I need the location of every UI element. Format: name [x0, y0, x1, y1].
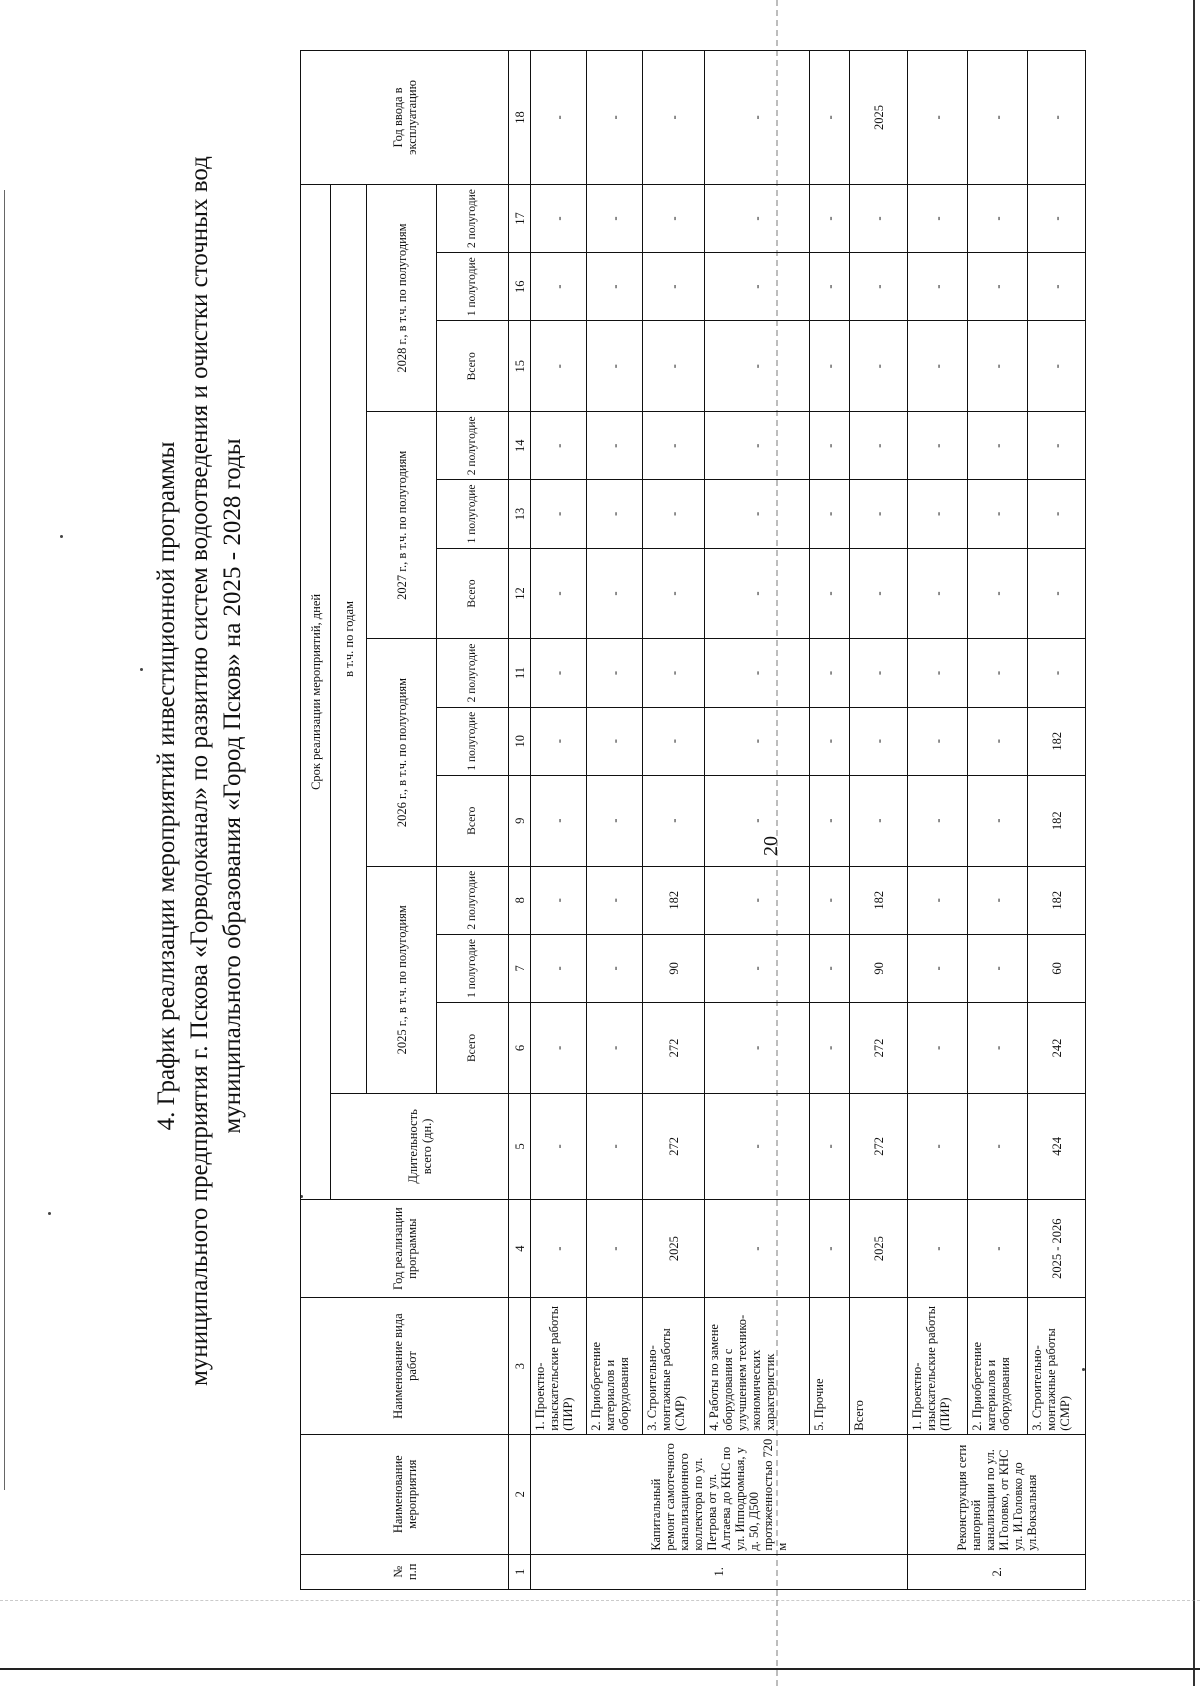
table-row: [810, 51, 850, 1590]
header-half-1: 1 полугодие: [437, 707, 509, 775]
period-days: -: [531, 548, 587, 639]
period-days: -: [705, 1003, 810, 1094]
column-number: 14: [509, 412, 531, 480]
period-days: -: [587, 707, 643, 775]
period-days: -: [968, 934, 1028, 1002]
table-row: [908, 51, 968, 1590]
column-number: 4: [509, 1199, 531, 1297]
period-days: 182: [850, 866, 908, 934]
period-days: -: [810, 184, 850, 252]
period-days: -: [810, 639, 850, 707]
period-days: -: [968, 866, 1028, 934]
header-commission: Год ввода в эксплуатацию: [301, 51, 509, 185]
period-days: -: [810, 707, 850, 775]
period-days: -: [587, 184, 643, 252]
column-number: 1: [509, 1554, 531, 1589]
table-row: [705, 51, 810, 1590]
duration-days: 424: [1028, 1093, 1086, 1199]
period-days: -: [531, 775, 587, 866]
period-days: -: [705, 412, 810, 480]
implementation-year: 2025: [643, 1199, 705, 1297]
work-type: 1. Проектно-изыскательские работы (ПИР): [908, 1298, 968, 1434]
table-row: [643, 51, 705, 1590]
period-days: -: [531, 934, 587, 1002]
header-deadline: Срок реализации мероприятий, дней: [301, 184, 331, 1199]
period-days: -: [810, 321, 850, 412]
period-days: -: [810, 775, 850, 866]
period-days: -: [908, 866, 968, 934]
period-days: -: [850, 412, 908, 480]
period-days: -: [705, 707, 810, 775]
header-half-2: 2 полугодие: [437, 639, 509, 707]
period-days: -: [587, 775, 643, 866]
period-days: -: [1028, 639, 1086, 707]
implementation-year: -: [908, 1199, 968, 1297]
header-duration: Длительность всего (дн.): [331, 1093, 509, 1199]
period-days: -: [850, 321, 908, 412]
period-days: -: [587, 639, 643, 707]
period-days: -: [810, 412, 850, 480]
period-days: -: [908, 321, 968, 412]
duration-days: -: [531, 1093, 587, 1199]
period-days: -: [968, 639, 1028, 707]
table-row: [531, 51, 587, 1590]
column-number: 5: [509, 1093, 531, 1199]
period-days: -: [908, 480, 968, 548]
column-number: 2: [509, 1434, 531, 1554]
table-row: [850, 51, 908, 1590]
header-work-type: Наименование вида работ: [301, 1298, 509, 1434]
period-days: 182: [1028, 775, 1086, 866]
period-days: -: [968, 321, 1028, 412]
header-half-2: 2 полугодие: [437, 184, 509, 252]
period-days: -: [643, 775, 705, 866]
period-days: -: [531, 707, 587, 775]
period-days: -: [908, 639, 968, 707]
period-days: -: [850, 184, 908, 252]
period-days: -: [908, 253, 968, 321]
period-days: -: [810, 934, 850, 1002]
period-days: -: [908, 934, 968, 1002]
period-days: -: [643, 639, 705, 707]
commission-year: -: [643, 51, 705, 185]
period-days: -: [968, 184, 1028, 252]
commission-year: -: [531, 51, 587, 185]
period-days: -: [1028, 184, 1086, 252]
header-year-impl: Год реализации программы: [301, 1199, 509, 1297]
work-type: 5. Прочие: [810, 1298, 850, 1434]
period-days: -: [1028, 548, 1086, 639]
header-total: Всего: [437, 1003, 509, 1094]
period-days: -: [908, 1003, 968, 1094]
column-number: 15: [509, 321, 531, 412]
implementation-year: 2025 - 2026: [1028, 1199, 1086, 1297]
duration-days: -: [705, 1093, 810, 1199]
period-days: -: [587, 548, 643, 639]
period-days: -: [850, 775, 908, 866]
implementation-year: -: [531, 1199, 587, 1297]
header-total: Всего: [437, 321, 509, 412]
column-number: 11: [509, 639, 531, 707]
period-days: -: [643, 548, 705, 639]
period-days: -: [850, 253, 908, 321]
period-days: -: [1028, 412, 1086, 480]
period-days: -: [968, 412, 1028, 480]
commission-year: 2025: [850, 51, 908, 185]
period-days: -: [643, 321, 705, 412]
header-event-name: Наименование мероприятия: [301, 1434, 509, 1554]
event-name: Реконструкция сети напорной канализации по ул. И.Головко, от КНС ул. И.Головко до ул.Вокзальная: [908, 1434, 1086, 1554]
period-days: -: [587, 1003, 643, 1094]
period-days: -: [968, 253, 1028, 321]
period-days: -: [968, 1003, 1028, 1094]
commission-year: -: [968, 51, 1028, 185]
implementation-year: -: [587, 1199, 643, 1297]
period-days: -: [643, 253, 705, 321]
period-days: -: [587, 412, 643, 480]
period-days: -: [850, 639, 908, 707]
work-type: 2. Приобретение материалов и оборудования: [587, 1298, 643, 1434]
period-days: -: [705, 321, 810, 412]
period-days: -: [531, 480, 587, 548]
commission-year: -: [908, 51, 968, 185]
period-days: 242: [1028, 1003, 1086, 1094]
table-row: [1028, 51, 1086, 1590]
column-number: 8: [509, 866, 531, 934]
header-by-years: в т.ч. по годам: [331, 184, 367, 1093]
period-days: -: [908, 548, 968, 639]
period-days: -: [1028, 253, 1086, 321]
period-days: -: [705, 548, 810, 639]
period-days: 182: [643, 866, 705, 934]
period-days: -: [810, 480, 850, 548]
period-days: 272: [643, 1003, 705, 1094]
period-days: -: [908, 775, 968, 866]
period-days: 60: [1028, 934, 1086, 1002]
period-days: -: [587, 480, 643, 548]
period-days: -: [810, 866, 850, 934]
header-half-1: 1 полугодие: [437, 934, 509, 1002]
work-type: 4. Работы по замене оборудования с улучшением технико-экономических характеристик: [705, 1298, 810, 1434]
column-number: 10: [509, 707, 531, 775]
period-days: -: [705, 253, 810, 321]
duration-days: 272: [643, 1093, 705, 1199]
period-days: -: [531, 184, 587, 252]
header-y2025: 2025 г., в т.ч. по полугодиям: [367, 866, 437, 1093]
title-line-1: 4. График реализации мероприятий инвестиционной программы: [153, 441, 180, 1131]
period-days: -: [1028, 480, 1086, 548]
header-y2026: 2026 г., в т.ч. по полугодиям: [367, 639, 437, 866]
period-days: -: [850, 707, 908, 775]
period-days: 182: [1028, 707, 1086, 775]
period-days: -: [968, 480, 1028, 548]
period-days: -: [810, 1003, 850, 1094]
period-days: -: [968, 707, 1028, 775]
period-days: -: [705, 866, 810, 934]
work-type: Всего: [850, 1298, 908, 1434]
period-days: -: [908, 707, 968, 775]
period-days: -: [968, 548, 1028, 639]
header-y2028: 2028 г., в т.ч. по полугодиям: [367, 184, 437, 411]
title-line-2: муниципального предприятия г. Пскова «Горводоканал» по развитию систем водоотведения и очистки сточных вод: [186, 156, 213, 1386]
column-number: 12: [509, 548, 531, 639]
period-days: -: [643, 412, 705, 480]
header-half-1: 1 полугодие: [437, 480, 509, 548]
period-days: -: [850, 480, 908, 548]
period-days: -: [908, 412, 968, 480]
commission-year: -: [810, 51, 850, 185]
period-days: -: [587, 321, 643, 412]
work-type: 3. Строительно-монтажные работы (СМР): [1028, 1298, 1086, 1434]
column-number: 18: [509, 51, 531, 185]
period-days: -: [531, 253, 587, 321]
period-days: -: [531, 1003, 587, 1094]
column-number: 16: [509, 253, 531, 321]
header-total: Всего: [437, 548, 509, 639]
table-row: [587, 51, 643, 1590]
title-line-3: муниципального образования «Город Псков» на 2025 - 2028 годы: [219, 438, 246, 1134]
header-y2027: 2027 г., в т.ч. по полугодиям: [367, 412, 437, 639]
period-days: -: [705, 934, 810, 1002]
period-days: -: [705, 639, 810, 707]
period-days: -: [587, 253, 643, 321]
period-days: -: [705, 184, 810, 252]
column-number: 7: [509, 934, 531, 1002]
duration-days: -: [810, 1093, 850, 1199]
work-type: 3. Строительно-монтажные работы (СМР): [643, 1298, 705, 1434]
period-days: -: [968, 775, 1028, 866]
commission-year: -: [587, 51, 643, 185]
event-number: 1.: [531, 1554, 908, 1589]
duration-days: -: [587, 1093, 643, 1199]
period-days: -: [850, 548, 908, 639]
period-days: -: [643, 707, 705, 775]
column-number: 6: [509, 1003, 531, 1094]
period-days: -: [643, 480, 705, 548]
period-days: -: [705, 775, 810, 866]
implementation-year: 2025: [850, 1199, 908, 1297]
header-half-2: 2 полугодие: [437, 866, 509, 934]
duration-days: -: [908, 1093, 968, 1199]
page-number: 20: [760, 836, 782, 856]
column-number: 3: [509, 1298, 531, 1434]
duration-days: 272: [850, 1093, 908, 1199]
duration-days: -: [968, 1093, 1028, 1199]
period-days: -: [531, 321, 587, 412]
schedule-table: [300, 50, 1086, 1590]
period-days: 272: [850, 1003, 908, 1094]
period-days: -: [643, 184, 705, 252]
period-days: 182: [1028, 866, 1086, 934]
work-type: 2. Приобретение материалов и оборудования: [968, 1298, 1028, 1434]
period-days: -: [810, 253, 850, 321]
period-days: -: [705, 480, 810, 548]
period-days: 90: [643, 934, 705, 1002]
period-days: -: [810, 548, 850, 639]
period-days: -: [531, 639, 587, 707]
period-days: 90: [850, 934, 908, 1002]
document-title: [150, 156, 249, 1386]
table-row: [968, 51, 1028, 1590]
column-number: 17: [509, 184, 531, 252]
period-days: -: [531, 412, 587, 480]
commission-year: -: [705, 51, 810, 185]
header-total: Всего: [437, 775, 509, 866]
commission-year: -: [1028, 51, 1086, 185]
event-name: Капитальный ремонт самотечного канализационного коллектора по ул. Петрова от ул. Алтаева до КНС по ул. Ипподромная, у д. 50, Д500 протяженностью 720 м: [531, 1434, 908, 1554]
header-half-1: 1 полугодие: [437, 253, 509, 321]
header-num: № п.п: [301, 1554, 509, 1589]
header-half-2: 2 полугодие: [437, 412, 509, 480]
work-type: 1. Проектно-изыскательские работы (ПИР): [531, 1298, 587, 1434]
column-number: 13: [509, 480, 531, 548]
period-days: -: [587, 866, 643, 934]
period-days: -: [908, 184, 968, 252]
event-number: 2.: [908, 1554, 1086, 1589]
period-days: -: [531, 866, 587, 934]
implementation-year: -: [810, 1199, 850, 1297]
period-days: -: [1028, 321, 1086, 412]
period-days: -: [587, 934, 643, 1002]
column-number: 9: [509, 775, 531, 866]
implementation-year: -: [968, 1199, 1028, 1297]
implementation-year: -: [705, 1199, 810, 1297]
